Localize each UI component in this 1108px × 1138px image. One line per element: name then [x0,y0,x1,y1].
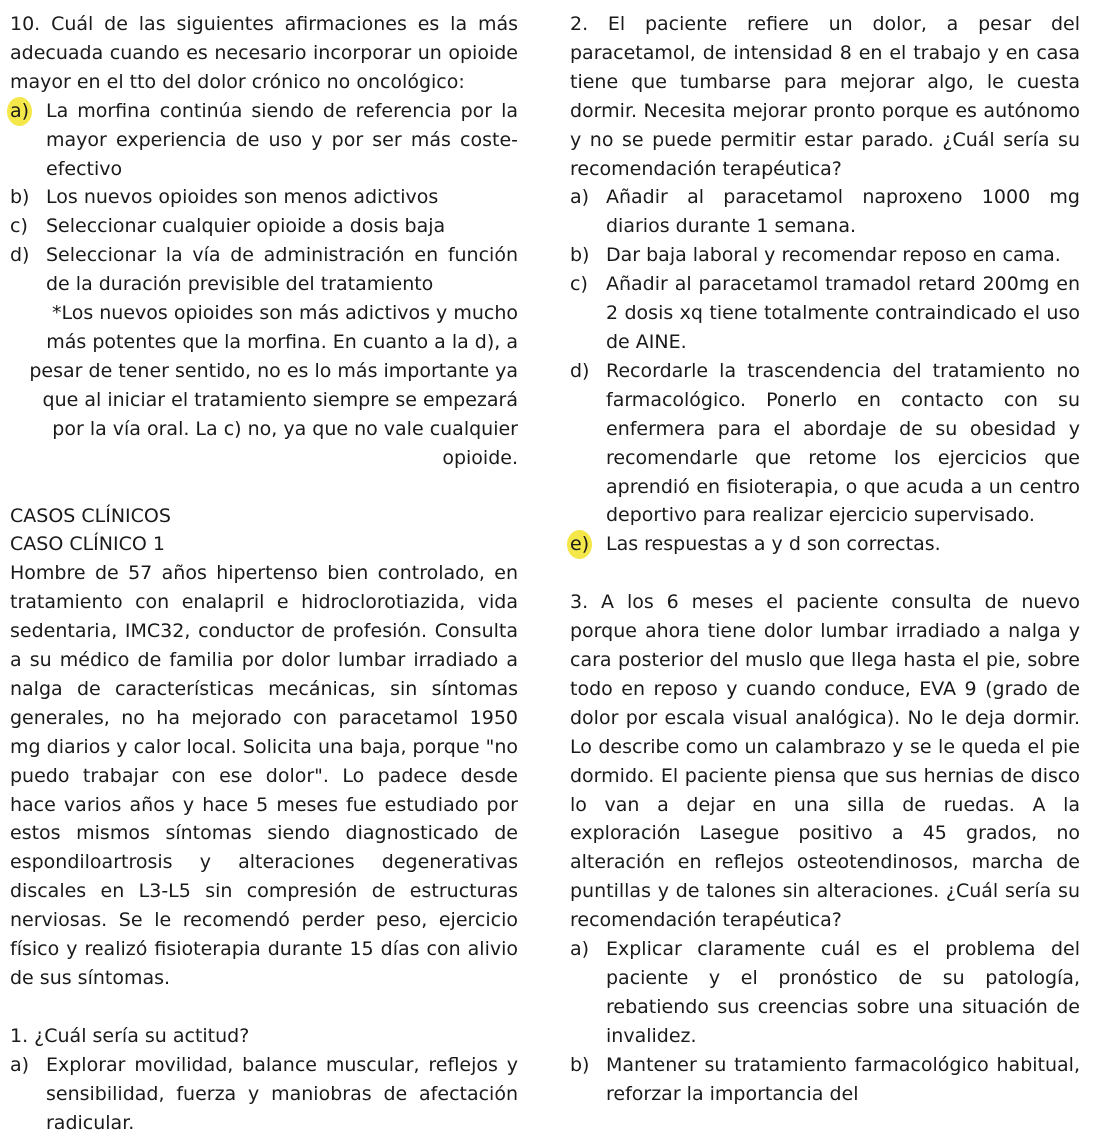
option-text: Mantener su tratamiento farmacológico habitual, reforzar la importancia del [606,1053,1080,1105]
left-column [10,10,518,1138]
question-10-option-d [10,241,518,299]
question-1-option-a [10,1051,518,1138]
spacer [570,559,1080,588]
right-column [570,10,1080,1109]
question-2-option-e [570,530,1080,559]
option-text: Las respuestas a y d son correctas. [606,533,941,556]
option-text: Añadir al paracetamol tramadol retard 200mg en 2 dosis xq tiene totalmente contraindicado el uso de AINE. [606,273,1080,353]
option-letter: c) [10,215,28,238]
question-10-option-c [10,212,518,241]
spacer [10,993,518,1022]
option-text: Explicar claramente cuál es el problema del paciente y el pronóstico de su patología, rebatiendo sus creencias sobre una situación de invalidez. [606,938,1080,1047]
section-title: CASOS CLÍNICOS [10,504,171,527]
option-text: Explorar movilidad, balance muscular, reflejos y sensibilidad, fuerza y maniobras de afectación radicular. [46,1053,518,1134]
option-letter: b) [10,186,30,209]
spacer [10,473,518,502]
option-text: Seleccionar la vía de administración en función de la duración previsible del tratamiento [46,244,518,296]
question-3-stem: 3. A los 6 meses el paciente consulta de nuevo porque ahora tiene dolor lumbar irradiado a nalga y cara posterior del muslo que llega hasta el pie, sobre todo en reposo y cuando conduce, EVA 9 (grado de dolor por escala visual analógica). No le deja dormir. Lo describe como un calambrazo y se le queda el pie dormido. El paciente piensa que sus hernias de disco lo van a dejar en una silla de ruedas. A la exploración Lasegue positivo a 45 grados, no alteración en reflejos osteotendinosos, marcha de puntillas y de talones sin alteraciones. ¿Cuál sería su recomendación terapéutica? [570,591,1080,932]
case-description: Hombre de 57 años hipertenso bien controlado, en tratamiento con enalapril e hidroclorotiazida, vida sedentaria, IMC32, conductor de profesión. Consulta a su médico de familia por dolor lumbar irradiado a nalga de características mecánicas, sin síntomas generales, no ha mejorado con paracetamol 1950 mg diarios y calor local. Solicita una baja, porque "no puedo trabajar con ese dolor". Lo padece desde hace varios años y hace 5 meses fue estudiado por estos mismos síntomas siendo diagnosticado de espondiloartrosis y alteraciones degenerativas discales en L3-L5 sin compresión de estructuras nerviosas. Se le recomendó perder peso, ejercicio físico y realizó fisioterapia durante 15 días con alivio de sus síntomas. [10,562,518,989]
option-text: Recordarle la trascendencia del tratamiento no farmacológico. Ponerlo en contacto con su enfermera para el abordaje de su obesidad y recomendarle que retome los ejercicios que aprendió en fisioterapia, o que acuda a un centro deportivo para realizar ejercicio supervisado. [606,359,1080,527]
option-letter: c) [570,273,588,296]
option-text: La morfina continúa siendo de referencia por la mayor experiencia de uso y por ser más coste-efectivo [46,99,518,180]
option-letter: b) [570,244,590,267]
question-2-option-d [570,357,1080,530]
option-text: Los nuevos opioides son menos adictivos [46,186,439,209]
option-letter: d) [10,244,30,267]
question-2-option-a [570,183,1080,241]
answer-highlight-a: a) [7,97,32,126]
question-3-option-b [570,1051,1080,1109]
question-2-option-b [570,241,1080,270]
question-10-note: *Los nuevos opioides son más adictivos y mucho más potentes que la morfina. En cuanto a la d), a pesar de tener sentido, no es lo más importante ya que al iniciar el tratamiento siempre se empezará por la vía oral. La c) no, ya que no vale cualquier opioide. [29,302,518,469]
option-letter: a) [570,186,590,209]
option-text: Seleccionar cualquier opioide a dosis baja [46,215,446,238]
question-10-option-b [10,183,518,212]
question-1-stem: 1. ¿Cuál sería su actitud? [10,1024,250,1047]
question-2-option-c [570,270,1080,357]
answer-highlight-e: e) [567,530,592,559]
question-10-stem: 10. Cuál de las siguientes afirmaciones es la más adecuada cuando es necesario incorporar un opioide mayor en el tto del dolor crónico no oncológico: [10,13,518,93]
option-text: Dar baja laboral y recomendar reposo en cama. [606,244,1061,267]
option-letter: a) [570,938,590,961]
option-letter: b) [570,1053,590,1076]
case-title: CASO CLÍNICO 1 [10,533,165,556]
option-letter: d) [570,359,590,382]
option-text: Añadir al paracetamol naproxeno 1000 mg diarios durante 1 semana. [606,186,1080,238]
question-10-option-a [10,97,518,184]
option-letter: a) [10,1053,30,1076]
question-2-stem: 2. El paciente refiere un dolor, a pesar del paracetamol, de intensidad 8 en el trabajo y en casa tiene que tumbarse para mejorar algo, le cuesta dormir. Necesita mejorar pronto porque es autónomo y no se puede permitir estar parado. ¿Cuál sería su recomendación terapéutica? [570,13,1080,180]
question-3-option-a [570,935,1080,1051]
